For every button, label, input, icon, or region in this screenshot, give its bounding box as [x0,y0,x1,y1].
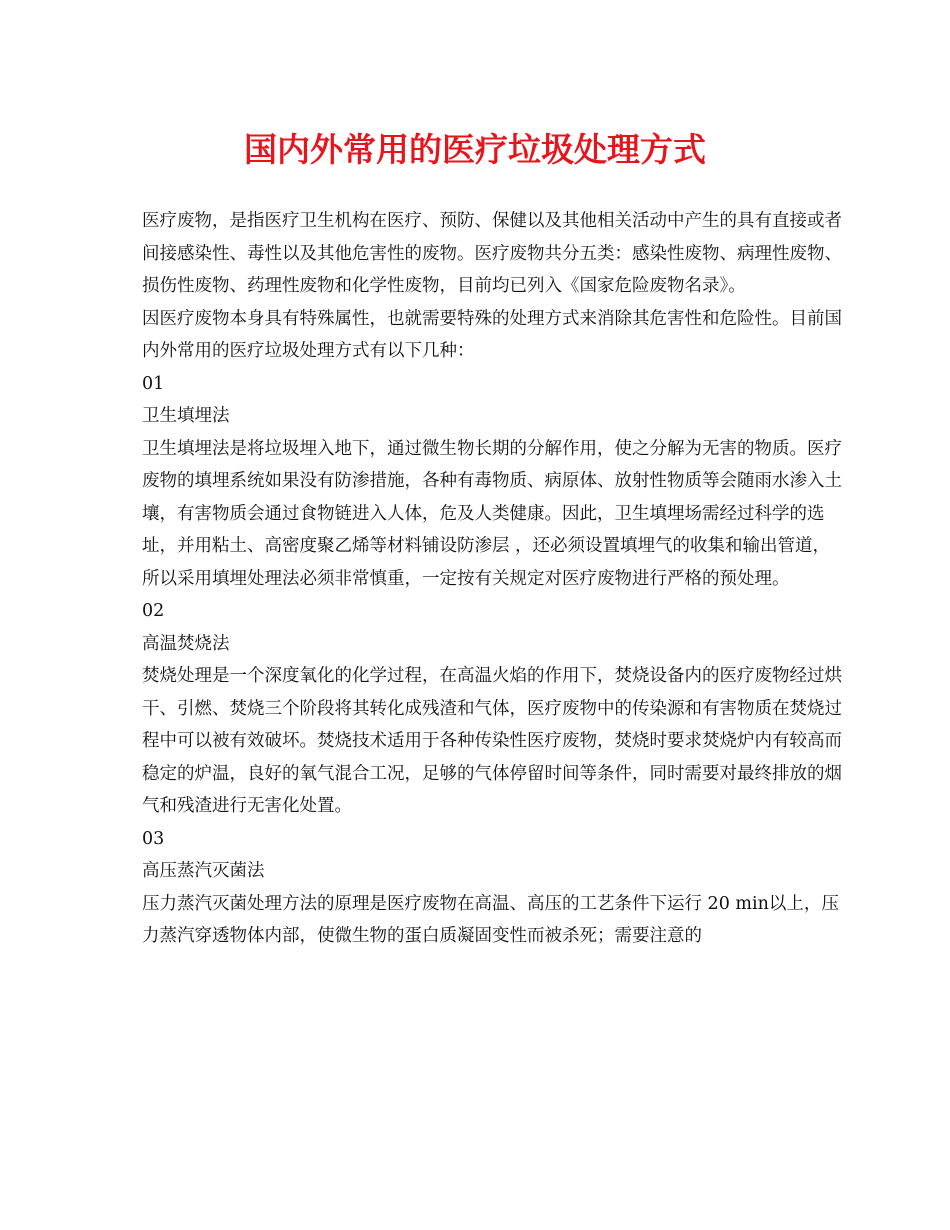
paragraph-autoclave: 压力蒸汽灭菌处理方法的原理是医疗废物在高温、高压的工艺条件下运行 20 min以上，压力蒸汽穿透物体内部，使微生物的蛋白质凝固变性而被杀死；需要注意的 [142,893,839,946]
paragraph-landfill: 卫生填埋法是将垃圾埋入地下，通过微生物长期的分解作用，使之分解为无害的物质。医疗废物的填埋系统如果没有防渗措施，各种有毒物质、病原体、放射性物质等会随雨水渗入土壤，有害物质会通过食物链进入人体，危及人类健康。因此，卫生填埋场需经过科学的选址，并用粘土、高密度聚乙烯等材料铺设防渗层 ，还必须设置填埋气的收集和输出管道，所以采用填埋处理法必须非常慎重，一定按有关规定对医疗废物进行严格的预处理。 [142,438,842,589]
paragraph-incineration: 焚烧处理是一个深度氧化的化学过程，在高温火焰的作用下，焚烧设备内的医疗废物经过烘干、引燃、焚烧三个阶段将其转化成残渣和气体，医疗废物中的传染源和有害物质在焚烧过程中可以被有效破坏。焚烧技术适用于各种传染性医疗废物，焚烧时要求焚烧炉内有较高而稳定的炉温，良好的氧气混合工况，足够的气体停留时间等条件，同时需要对最终排放的烟气和残渣进行无害化处置。 [142,666,842,816]
section-heading-landfill: 卫生填埋法 [142,406,230,426]
section-heading-incineration: 高温焚烧法 [142,633,230,654]
section-number-03: 03 [142,828,165,849]
section-heading-autoclave: 高压蒸汽灭菌法 [142,861,265,881]
document-title: 国内外常用的医疗垃圾处理方式 [244,130,706,169]
paragraph-methods-intro: 因医疗废物本身具有特殊属性，也就需要特殊的处理方式来消除其危害性和危险性。目前国内外常用的医疗垃圾处理方式有以下几种： [142,308,842,361]
section-number-01: 01 [142,373,165,394]
paragraph-intro: 医疗废物，是指医疗卫生机构在医疗、预防、保健以及其他相关活动中产生的具有直接或者间接感染性、毒性以及其他危害性的废物。医疗废物共分五类：感染性废物、病理性废物、损伤性废物、药理性废物和化学性废物，目前均已列入《国家危险废物名录》。 [142,211,842,296]
section-number-02: 02 [142,601,165,621]
document-body [142,205,842,953]
